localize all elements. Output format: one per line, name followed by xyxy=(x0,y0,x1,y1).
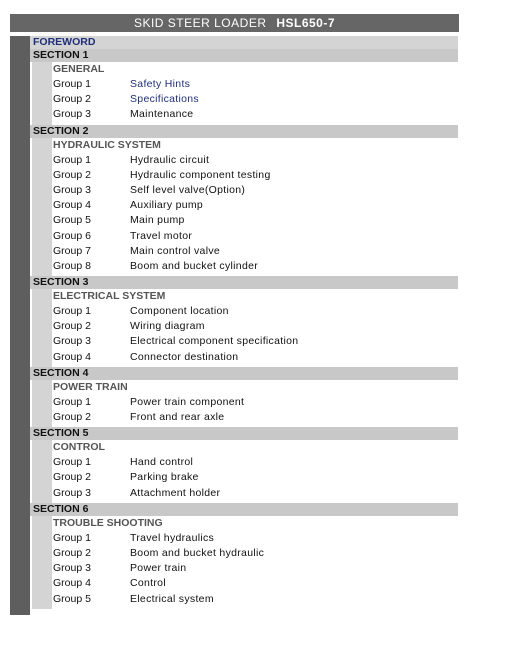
group-title[interactable]: Specifications xyxy=(130,93,199,106)
group-title[interactable]: Safety Hints xyxy=(130,78,191,90)
toc-entry[interactable] xyxy=(30,213,458,228)
group-number: Group 1 xyxy=(53,531,91,544)
toc-entry[interactable] xyxy=(30,561,458,576)
section-subtitle: CONTROL xyxy=(53,441,105,454)
section-spacer xyxy=(30,365,458,367)
group-title[interactable]: Hand control xyxy=(130,456,194,469)
section-subtitle: POWER TRAIN xyxy=(53,380,128,393)
section-body xyxy=(30,62,458,125)
group-number: Group 1 xyxy=(53,78,91,90)
toc-entry[interactable] xyxy=(30,153,458,168)
toc-entry[interactable] xyxy=(30,576,458,591)
section-heading[interactable]: SECTION 6 xyxy=(30,503,458,516)
group-title[interactable]: Electrical system xyxy=(130,592,214,605)
group-number: Group 1 xyxy=(53,305,91,318)
toc-entry[interactable] xyxy=(30,304,458,319)
group-title[interactable]: Front and rear axle xyxy=(130,411,225,423)
group-title[interactable]: Boom and bucket hydraulic xyxy=(130,546,265,559)
group-number: Group 3 xyxy=(53,562,91,575)
section-subtitle: GENERAL xyxy=(53,63,105,75)
group-number: Group 4 xyxy=(53,350,91,363)
group-number: Group 2 xyxy=(53,93,91,106)
section-body xyxy=(30,138,458,277)
sections-container xyxy=(30,49,458,609)
toc-entry[interactable] xyxy=(30,334,458,349)
section-spacer xyxy=(30,425,458,427)
toc-entry[interactable] xyxy=(30,592,458,607)
group-title[interactable]: Power train component xyxy=(130,395,245,408)
group-number: Group 7 xyxy=(53,244,91,257)
section-spacer xyxy=(30,607,458,609)
group-title[interactable]: Control xyxy=(130,577,166,590)
group-title[interactable]: Travel motor xyxy=(130,229,193,242)
toc-entry[interactable] xyxy=(30,168,458,183)
section-spacer xyxy=(30,501,458,503)
toc-entry[interactable] xyxy=(30,77,458,92)
group-title[interactable]: Main pump xyxy=(130,214,185,227)
section-heading[interactable]: SECTION 5 xyxy=(30,427,458,440)
section-body xyxy=(30,289,458,367)
model-number: HSL650-7 xyxy=(276,16,336,30)
group-title[interactable]: Hydraulic circuit xyxy=(130,153,210,166)
section-spacer xyxy=(30,274,458,276)
toc-entry[interactable] xyxy=(30,107,458,122)
group-number: Group 2 xyxy=(53,320,91,333)
section-body xyxy=(30,516,458,609)
group-number: Group 2 xyxy=(53,546,91,559)
group-number: Group 6 xyxy=(53,229,91,242)
group-title[interactable]: Electrical component specification xyxy=(130,335,299,348)
toc-entry[interactable] xyxy=(30,531,458,546)
group-title[interactable]: Hydraulic component testing xyxy=(130,168,271,181)
toc-entry[interactable] xyxy=(30,410,458,425)
section-heading[interactable]: SECTION 1 xyxy=(30,49,458,62)
group-title[interactable]: Boom and bucket cylinder xyxy=(130,259,259,272)
section-subtitle: HYDRAULIC SYSTEM xyxy=(53,138,161,151)
group-number: Group 4 xyxy=(53,199,91,212)
document-title: SKID STEER LOADER xyxy=(133,16,267,30)
group-number: Group 8 xyxy=(53,259,91,272)
group-number: Group 1 xyxy=(53,395,91,408)
group-number: Group 5 xyxy=(53,592,91,605)
group-number: Group 3 xyxy=(53,108,91,121)
group-number: Group 2 xyxy=(53,411,91,423)
section-subtitle: TROUBLE SHOOTING xyxy=(53,516,163,529)
toc-entry[interactable] xyxy=(30,546,458,561)
table-of-contents xyxy=(30,36,458,609)
section-body xyxy=(30,380,458,427)
group-title[interactable]: Self level valve(Option) xyxy=(130,183,246,196)
group-title[interactable]: Parking brake xyxy=(130,471,199,484)
toc-entry[interactable] xyxy=(30,259,458,274)
group-number: Group 1 xyxy=(53,456,91,469)
section-heading[interactable]: SECTION 3 xyxy=(30,276,458,289)
group-title[interactable]: Connector destination xyxy=(130,350,239,363)
foreword-link[interactable]: FOREWORD xyxy=(30,36,458,49)
group-number: Group 4 xyxy=(53,577,91,590)
group-title[interactable]: Auxiliary pump xyxy=(130,199,204,212)
toc-entry[interactable] xyxy=(30,395,458,410)
section-subtitle: ELECTRICAL SYSTEM xyxy=(53,290,166,303)
section-heading[interactable]: SECTION 2 xyxy=(30,125,458,138)
document-title-bar xyxy=(10,14,459,32)
group-title[interactable]: Travel hydraulics xyxy=(130,531,215,544)
toc-entry[interactable] xyxy=(30,92,458,107)
section-spacer xyxy=(30,123,458,125)
toc-entry[interactable] xyxy=(30,319,458,334)
toc-entry[interactable] xyxy=(30,229,458,244)
left-margin-bar xyxy=(10,36,30,615)
group-number: Group 1 xyxy=(53,153,91,166)
toc-entry[interactable] xyxy=(30,350,458,365)
group-number: Group 2 xyxy=(53,471,91,484)
toc-entry[interactable] xyxy=(30,455,458,470)
group-title[interactable]: Attachment holder xyxy=(130,486,221,499)
group-title[interactable]: Maintenance xyxy=(130,108,194,121)
section-body xyxy=(30,440,458,503)
group-title[interactable]: Component location xyxy=(130,305,229,318)
group-number: Group 5 xyxy=(53,214,91,227)
group-title[interactable]: Main control valve xyxy=(130,244,221,257)
group-number: Group 3 xyxy=(53,183,91,196)
group-title[interactable]: Power train xyxy=(130,562,187,575)
toc-entry[interactable] xyxy=(30,183,458,198)
toc-entry[interactable] xyxy=(30,486,458,501)
group-title[interactable]: Wiring diagram xyxy=(130,320,205,333)
group-number: Group 2 xyxy=(53,168,91,181)
toc-entry[interactable] xyxy=(30,198,458,213)
toc-entry[interactable] xyxy=(30,470,458,485)
section-heading[interactable]: SECTION 4 xyxy=(30,367,458,380)
group-number: Group 3 xyxy=(53,335,91,348)
group-number: Group 3 xyxy=(53,486,91,499)
toc-entry[interactable] xyxy=(30,244,458,259)
